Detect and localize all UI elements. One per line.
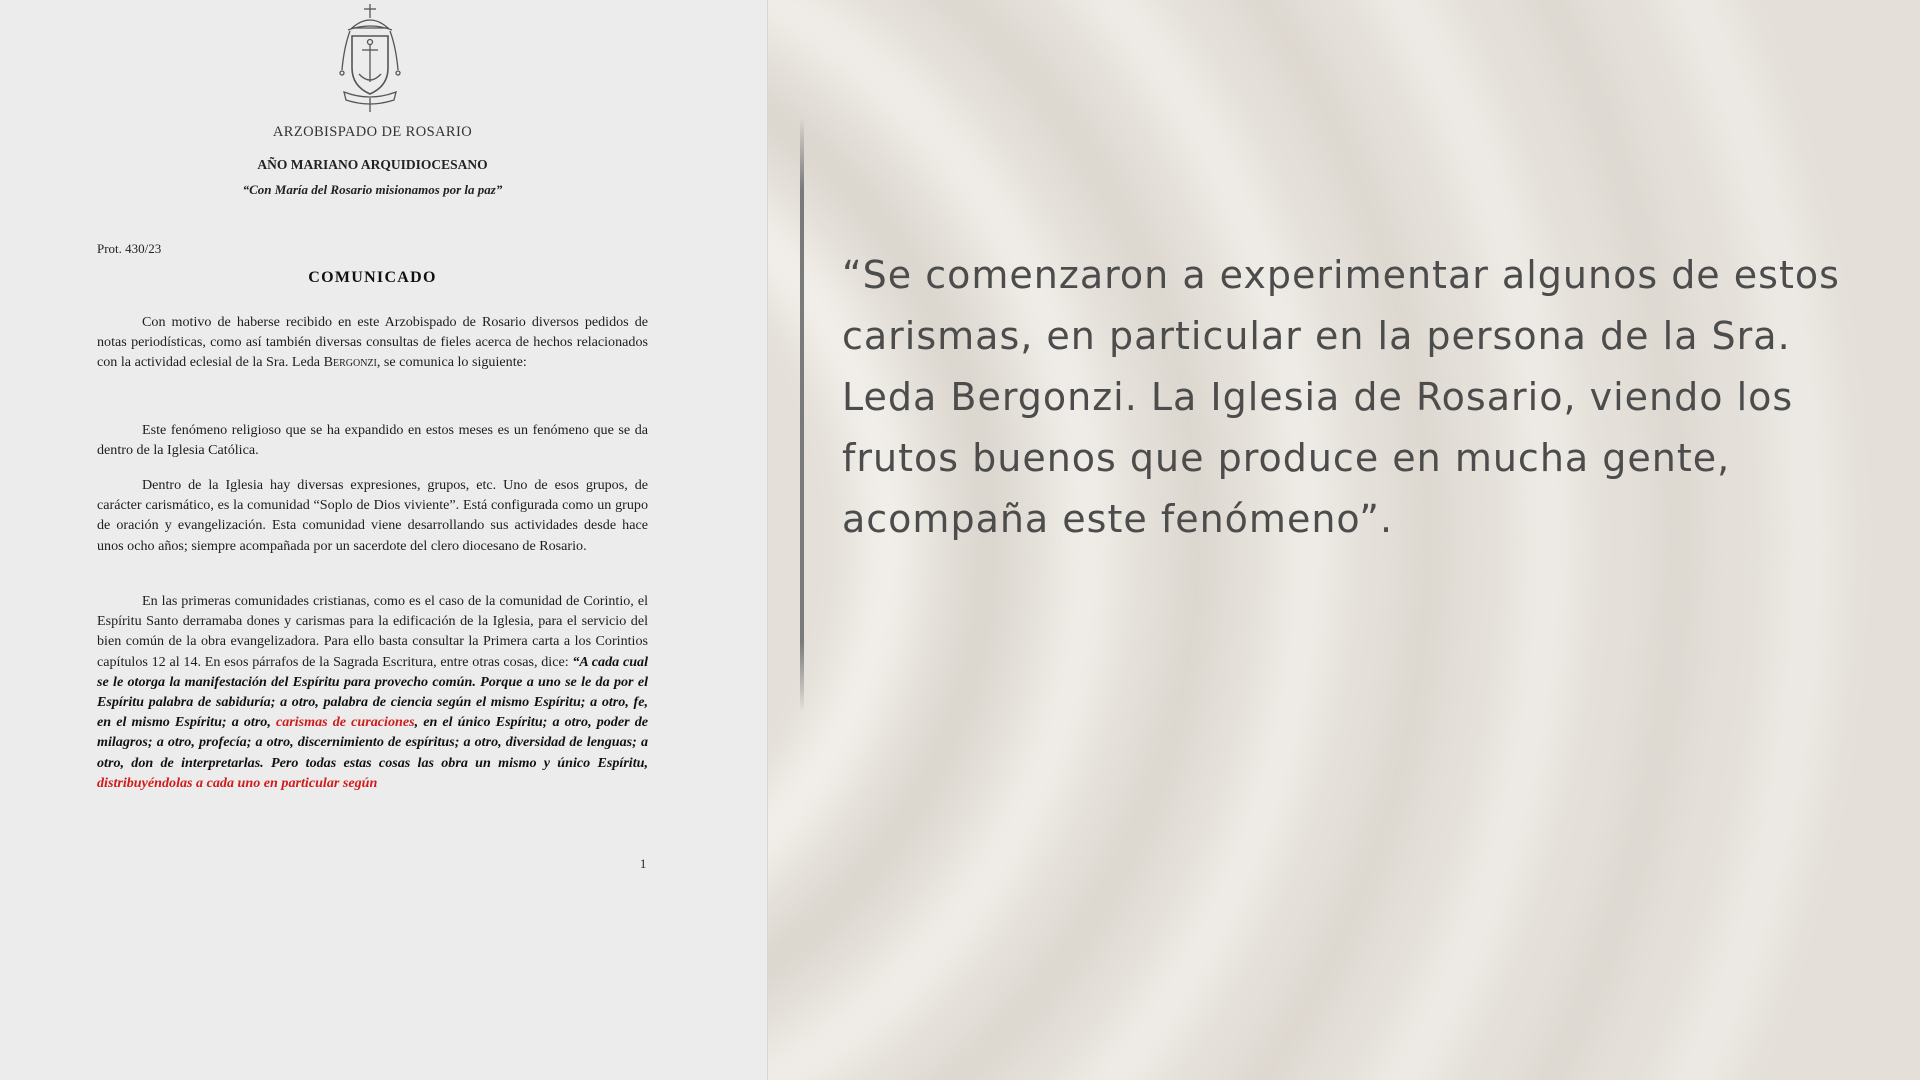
paragraph-corinthians: [97, 591, 648, 793]
scripture-highlight-2: distribuyéndolas a cada uno en particular según: [97, 774, 378, 791]
surname-smallcaps: Bergonzi: [323, 354, 377, 371]
scripture-quote-part-2: , en el único Espíritu; a otro, poder de milagros; a otro, profecía; a otro, discernimiento de espíritus; a otro, diversidad de lenguas; a otro, don de interpretarlas. Pero todas estas cosas las obra un mismo y único Espíritu,: [97, 714, 648, 771]
scripture-quote-part-1: “A cada cual se le otorga la manifestación del Espíritu para provecho común. Porque a uno se le da por el Espíritu palabra de sabiduría; a otro, palabra de ciencia según el mismo Espíritu; a otro, fe, en el mismo Espíritu; a otro,: [97, 653, 648, 731]
paragraph-intro-text: Con motivo de haberse recibido en este Arzobispado de Rosario diversos pedidos de notas periodísticas, como así también diversas consultas de fieles acerca de hechos relacionados con la actividad eclesial de la Sra. Leda: [97, 314, 648, 371]
scripture-highlight-1: carismas de curaciones: [275, 714, 415, 731]
page-number: 1: [640, 857, 647, 871]
quote-panel: [768, 0, 1920, 1080]
protocol-number: Prot. 430/23: [97, 241, 162, 256]
pull-quote: “Se comenzaron a experimentar algunos de estos carismas, en particular en la persona de la Sra. Leda Bergonzi. La Iglesia de Rosario, viendo los frutos buenos que produce en mucha gente, acompaña este fenómeno”.: [842, 253, 1840, 541]
corinthians-text: En las primeras comunidades cristianas, como es el caso de la comunidad de Corintio, el Espíritu Santo derramaba dones y carismas para la edificación de la Iglesia, para el servicio del bien común de la obra evangelizadora. Para ello basta consultar la Primera carta a los Corintios capítulos 12 al 14. En esos párrafos de la Sagrada Escritura, entre otras cosas, dice:: [97, 593, 648, 670]
coat-of-arms-icon: [330, 2, 410, 114]
paragraph-community: Dentro de la Iglesia hay diversas expresiones, grupos, etc. Uno de esos grupos, de carácter carismático, es la comunidad “Soplo de Dios viviente”. Está configurada como un grupo de oración y evangelización. Esta comunidad viene desarrollando sus actividades desde hace unos ocho años; siempre acompañada por un sacerdote del clero diocesano de Rosario.: [97, 477, 648, 554]
motto: “Con María del Rosario misionamos por la paz”: [242, 182, 503, 197]
paragraph-phenomenon: Este fenómeno religioso que se ha expandido en estos meses es un fenómeno que se da dentro de la Iglesia Católica.: [97, 422, 648, 459]
marian-year-heading: AÑO MARIANO ARQUIDIOCESANO: [257, 157, 488, 172]
document-page: [0, 0, 768, 1080]
paragraph-intro: [97, 312, 648, 373]
document-title: COMUNICADO: [308, 269, 437, 286]
archbishopric-name: ARZOBISPADO DE ROSARIO: [272, 124, 473, 140]
quote-divider-line: [800, 118, 804, 712]
paragraph-intro-end: , se comunica lo siguiente:: [376, 354, 527, 371]
